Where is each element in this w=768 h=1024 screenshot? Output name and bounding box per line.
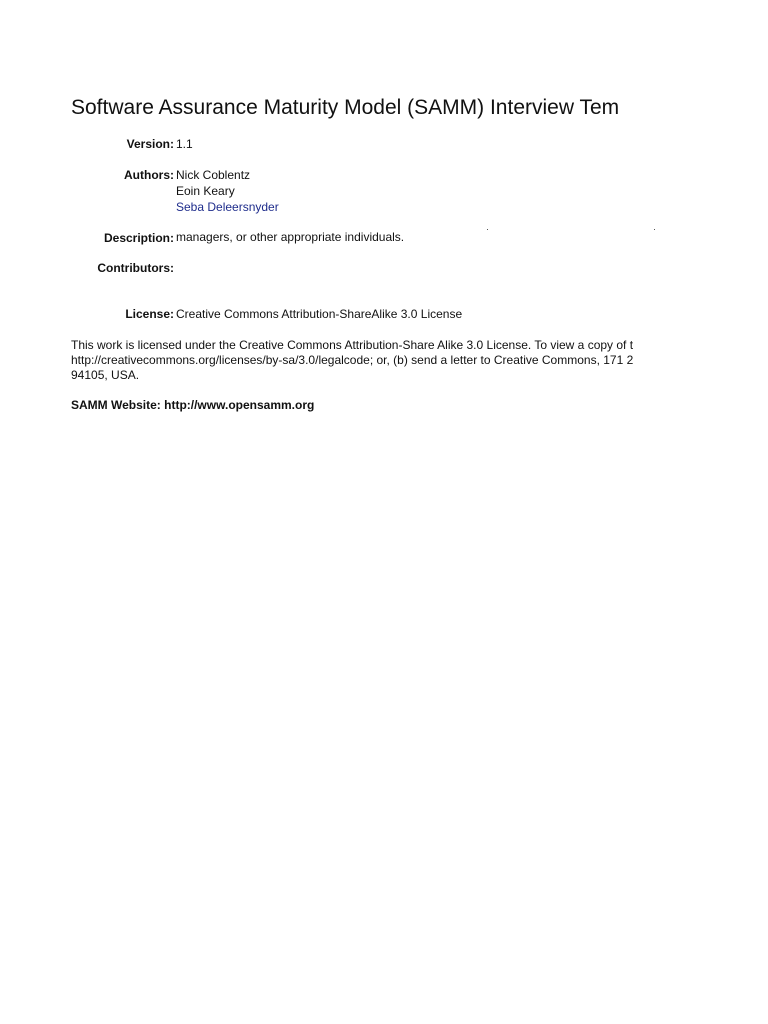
stray-dot [487,229,488,230]
stray-dot [654,229,655,230]
license-label: License: [125,307,174,321]
version-label: Version: [126,137,174,151]
description-label: Description: [103,231,174,245]
license-paragraph [71,338,678,383]
license-paragraph-line: http://creativecommons.org/licenses/by-sa/3.0/legalcode; or, (b) send a letter to Creative Commons, 171 2 [71,353,634,367]
description-value: managers, or other appropriate individuals. [176,230,405,244]
author-name: Eoin Keary [176,184,235,198]
license-value: Creative Commons Attribution-ShareAlike 3.0 License [176,307,463,321]
authors-list [176,167,279,215]
version-value: 1.1 [176,137,193,151]
samm-website: SAMM Website: http://www.opensamm.org [71,398,315,412]
document-title: Software Assurance Maturity Model (SAMM) Interview Tem [71,96,620,119]
license-paragraph-line: This work is licensed under the Creative Commons Attribution-Share Alike 3.0 License. To view a copy of t [71,338,634,352]
authors-label: Authors: [124,168,174,182]
author-link[interactable]: Seba Deleersnyder [176,200,279,214]
license-paragraph-line: 94105, USA. [71,368,140,382]
contributors-label: Contributors: [97,261,174,275]
author-name: Nick Coblentz [176,168,251,182]
